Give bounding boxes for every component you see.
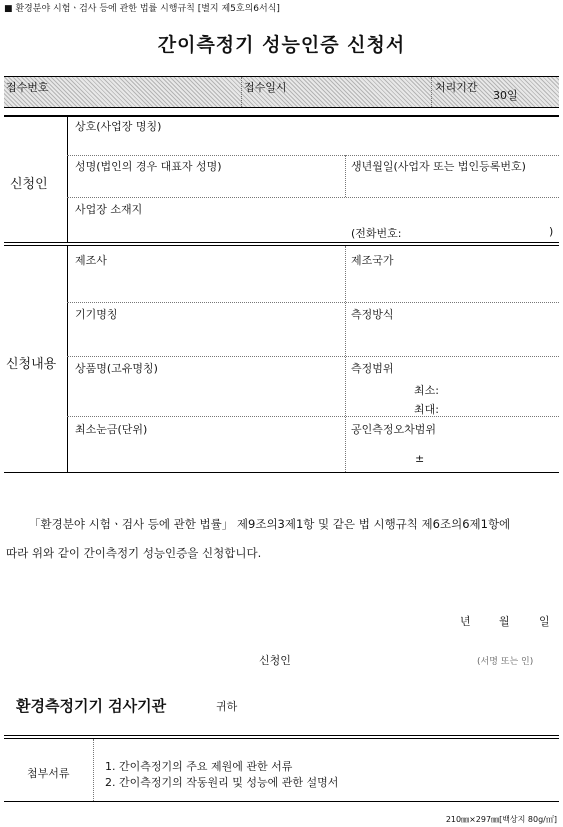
date-day-label: 일	[539, 615, 550, 628]
attachments-label: 첨부서류	[27, 767, 70, 780]
page-title: 간이측정기 성능인증 신청서	[157, 34, 406, 56]
recipient-name: 환경측정기기 검사기관	[16, 697, 167, 715]
statement-line-1: 「환경분야 시험ㆍ검사 등에 관한 법률」 제9조의3제1항 및 같은 법 시행규칙 제6조의6제1항에	[29, 517, 511, 531]
signature-label: 신청인	[259, 654, 291, 667]
application-section-label: 신청내용	[6, 357, 57, 372]
recipient-suffix: 귀하	[216, 700, 238, 713]
form-reference: ■ 환경분야 시험ㆍ검사 등에 관한 법률 시행규칙 [별지 제5호의6서식]	[4, 4, 280, 14]
signature-note: (서명 또는 인)	[477, 657, 534, 667]
representative-name-label: 성명(법인의 경우 대표자 성명)	[75, 160, 222, 173]
country-label: 제조국가	[351, 254, 394, 267]
processing-period-label: 처리기간	[435, 81, 478, 94]
device-name-label: 기기명칭	[75, 308, 118, 321]
attachment-item-1: 1. 간이측정기의 주요 제원에 관한 서류	[105, 760, 293, 773]
processing-period-value: 30일	[493, 89, 518, 102]
manufacturer-label: 제조사	[75, 254, 107, 267]
product-name-label: 상품명(고유명칭)	[75, 362, 158, 375]
receipt-date-label: 접수일시	[244, 81, 287, 94]
measurement-range-label: 측정범위	[351, 362, 394, 375]
attachment-item-2: 2. 간이측정기의 작동원리 및 성능에 관한 설명서	[105, 776, 339, 789]
paper-size-note: 210㎜×297㎜[백상지 80g/㎡]	[445, 815, 557, 824]
min-scale-label: 최소눈금(단위)	[75, 423, 148, 436]
measurement-method-label: 측정방식	[351, 308, 394, 321]
statement-line-2: 따라 위와 같이 간이측정기 성능인증을 신청합니다.	[6, 546, 262, 560]
date-year-label: 년	[460, 615, 471, 628]
receipt-number-label: 접수번호	[6, 81, 49, 94]
plus-minus-sign: ±	[415, 452, 425, 465]
company-name-label: 상호(사업장 명칭)	[75, 120, 162, 133]
applicant-section-label: 신청인	[10, 177, 48, 192]
error-range-label: 공인측정오차범위	[351, 423, 437, 436]
phone-label: (전화번호:	[351, 227, 402, 240]
range-min-label: 최소:	[414, 384, 439, 397]
phone-close: )	[549, 225, 554, 238]
business-address-label: 사업장 소재지	[75, 203, 143, 216]
date-month-label: 월	[499, 615, 510, 628]
range-max-label: 최대:	[414, 403, 439, 416]
birth-date-label: 생년월일(사업자 또는 법인등록번호)	[351, 160, 526, 173]
